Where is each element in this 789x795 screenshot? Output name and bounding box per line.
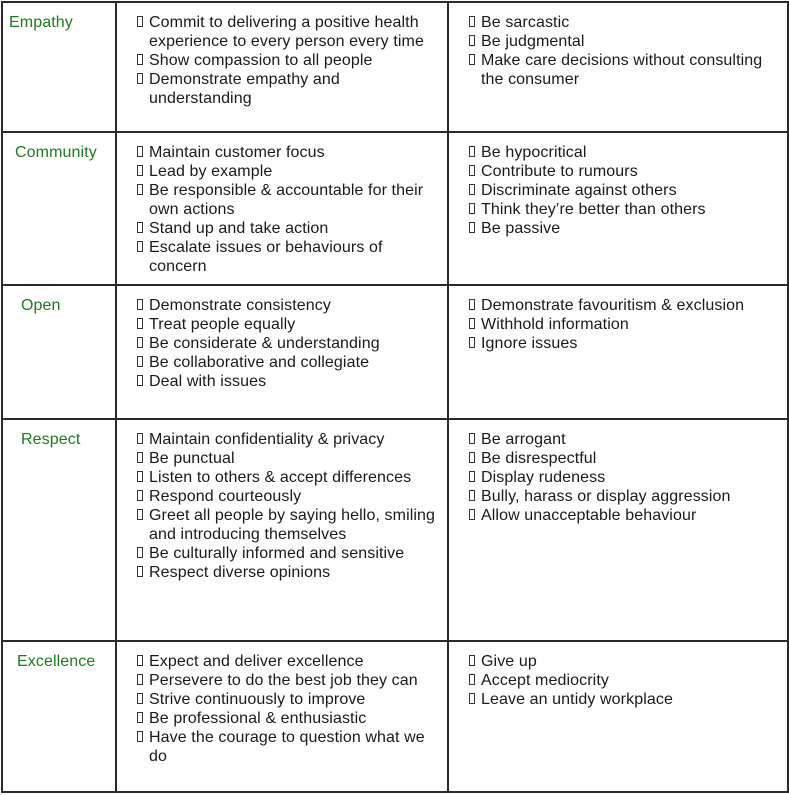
missing-glyph-icon [469, 16, 475, 27]
missing-glyph-icon [469, 203, 475, 214]
list-item-text: Expect and deliver excellence [149, 653, 364, 670]
list-item-text: Maintain customer focus [149, 144, 325, 161]
do-list [117, 3, 447, 108]
list-item-text: Demonstrate favouritism & exclusion [481, 297, 745, 314]
missing-glyph-icon [469, 318, 475, 329]
dont-cell [448, 641, 788, 792]
list-item-text: Contribute to rumours [481, 163, 638, 180]
list-item-text: Be considerate & understanding [149, 335, 380, 352]
list-item [469, 506, 781, 525]
list-item [137, 709, 441, 728]
list-item [137, 70, 441, 108]
missing-glyph-icon [469, 299, 475, 310]
list-item-text: Stand up and take action [149, 220, 329, 237]
list-item-text: Deal with issues [149, 373, 267, 390]
list-item-text: Listen to others & accept differences [149, 469, 412, 486]
list-item-text: Be sarcastic [481, 14, 570, 31]
missing-glyph-icon [469, 35, 475, 46]
list-item-text: Give up [481, 653, 537, 670]
missing-glyph-icon [137, 566, 143, 577]
list-item-text: Escalate issues or behaviours of concern [149, 239, 383, 275]
list-item [137, 671, 441, 690]
missing-glyph-icon [469, 54, 475, 65]
value-name: Open [21, 297, 61, 314]
list-item [137, 162, 441, 181]
list-item [469, 296, 781, 315]
missing-glyph-icon [469, 146, 475, 157]
list-item-text: Lead by example [149, 163, 273, 180]
missing-glyph-icon [137, 222, 143, 233]
list-item [137, 563, 441, 582]
list-item [137, 430, 441, 449]
list-item [469, 487, 781, 506]
list-item-text: Maintain confidentiality & privacy [149, 431, 385, 448]
value-name: Excellence [17, 653, 96, 670]
list-item-text: Allow unacceptable behaviour [481, 507, 697, 524]
value-row-open [2, 285, 788, 419]
list-item-text: Be hypocritical [481, 144, 587, 161]
list-item [137, 219, 441, 238]
value-cell [2, 419, 116, 641]
list-item [137, 353, 441, 372]
dont-list [449, 420, 787, 525]
list-item-text: Bully, harass or display aggression [481, 488, 731, 505]
list-item [469, 690, 781, 709]
dont-list [449, 133, 787, 238]
missing-glyph-icon [137, 547, 143, 558]
missing-glyph-icon [137, 299, 143, 310]
list-item-text: Show compassion to all people [149, 52, 373, 69]
dont-cell [448, 285, 788, 419]
do-cell [116, 641, 448, 792]
list-item [469, 430, 781, 449]
missing-glyph-icon [137, 16, 143, 27]
list-item [469, 468, 781, 487]
missing-glyph-icon [137, 184, 143, 195]
list-item-text: Strive continuously to improve [149, 691, 366, 708]
list-item-text: Treat people equally [149, 316, 296, 333]
list-item [469, 315, 781, 334]
list-item [469, 449, 781, 468]
do-list [117, 420, 447, 582]
missing-glyph-icon [469, 222, 475, 233]
list-item [137, 334, 441, 353]
list-item [137, 181, 441, 219]
list-item [469, 652, 781, 671]
do-cell [116, 419, 448, 641]
list-item [469, 32, 781, 51]
values-table [1, 1, 789, 793]
missing-glyph-icon [469, 471, 475, 482]
list-item-text: Discriminate against others [481, 182, 677, 199]
missing-glyph-icon [469, 655, 475, 666]
missing-glyph-icon [137, 241, 143, 252]
list-item [469, 143, 781, 162]
list-item-text: Be professional & enthusiastic [149, 710, 367, 727]
missing-glyph-icon [137, 337, 143, 348]
list-item [469, 162, 781, 181]
list-item [137, 372, 441, 391]
list-item [137, 544, 441, 563]
list-item [137, 238, 441, 276]
list-item-text: Be passive [481, 220, 561, 237]
list-item-text: Withhold information [481, 316, 629, 333]
list-item-text: Commit to delivering a positive health experience to every person every time [149, 14, 424, 50]
missing-glyph-icon [469, 674, 475, 685]
missing-glyph-icon [469, 165, 475, 176]
list-item [137, 468, 441, 487]
missing-glyph-icon [137, 433, 143, 444]
value-cell [2, 132, 116, 285]
list-item-text: Demonstrate empathy and understanding [149, 71, 340, 107]
missing-glyph-icon [137, 509, 143, 520]
value-name: Community [15, 144, 97, 161]
list-item [469, 181, 781, 200]
list-item [469, 671, 781, 690]
list-item-text: Be disrespectful [481, 450, 597, 467]
value-row-empathy [2, 2, 788, 132]
value-cell [2, 2, 116, 132]
dont-cell [448, 2, 788, 132]
list-item [137, 315, 441, 334]
list-item [469, 13, 781, 32]
list-item [137, 652, 441, 671]
list-item-text: Be judgmental [481, 33, 585, 50]
list-item [137, 51, 441, 70]
missing-glyph-icon [137, 165, 143, 176]
do-list [117, 133, 447, 276]
list-item [137, 13, 441, 51]
do-list [117, 642, 447, 766]
value-name: Empathy [9, 14, 73, 31]
list-item [137, 449, 441, 468]
list-item [137, 690, 441, 709]
value-cell [2, 641, 116, 792]
missing-glyph-icon [469, 184, 475, 195]
list-item [137, 296, 441, 315]
missing-glyph-icon [137, 471, 143, 482]
dont-cell [448, 132, 788, 285]
list-item-text: Greet all people by saying hello, smiling and introducing themselves [149, 507, 436, 543]
missing-glyph-icon [137, 674, 143, 685]
do-cell [116, 2, 448, 132]
list-item-text: Be culturally informed and sensitive [149, 545, 405, 562]
value-row-respect [2, 419, 788, 641]
do-cell [116, 132, 448, 285]
missing-glyph-icon [137, 54, 143, 65]
value-name: Respect [21, 431, 81, 448]
value-row-community [2, 132, 788, 285]
list-item [469, 334, 781, 353]
list-item-text: Accept mediocrity [481, 672, 609, 689]
value-cell [2, 285, 116, 419]
missing-glyph-icon [137, 146, 143, 157]
list-item-text: Be punctual [149, 450, 235, 467]
list-item-text: Make care decisions without consulting the consumer [481, 52, 763, 88]
missing-glyph-icon [469, 693, 475, 704]
list-item [137, 728, 441, 766]
value-row-excellence [2, 641, 788, 792]
missing-glyph-icon [137, 73, 143, 84]
values-table-body [2, 2, 788, 792]
do-cell [116, 285, 448, 419]
missing-glyph-icon [137, 712, 143, 723]
missing-glyph-icon [469, 490, 475, 501]
list-item-text: Respect diverse opinions [149, 564, 331, 581]
list-item-text: Persevere to do the best job they can [149, 672, 418, 689]
list-item [469, 200, 781, 219]
missing-glyph-icon [137, 318, 143, 329]
missing-glyph-icon [137, 490, 143, 501]
list-item [137, 487, 441, 506]
list-item-text: Demonstrate consistency [149, 297, 331, 314]
list-item-text: Display rudeness [481, 469, 606, 486]
list-item-text: Be collaborative and collegiate [149, 354, 370, 371]
missing-glyph-icon [469, 337, 475, 348]
list-item-text: Have the courage to question what we do [149, 729, 425, 765]
dont-list [449, 3, 787, 89]
list-item-text: Leave an untidy workplace [481, 691, 673, 708]
missing-glyph-icon [469, 452, 475, 463]
dont-list [449, 286, 787, 353]
list-item-text: Be responsible & accountable for their own actions [149, 182, 424, 218]
dont-list [449, 642, 787, 709]
list-item [469, 51, 781, 89]
list-item-text: Think they’re better than others [481, 201, 706, 218]
list-item-text: Ignore issues [481, 335, 578, 352]
do-list [117, 286, 447, 391]
missing-glyph-icon [137, 375, 143, 386]
missing-glyph-icon [137, 356, 143, 367]
list-item [137, 506, 441, 544]
list-item-text: Be arrogant [481, 431, 566, 448]
missing-glyph-icon [137, 452, 143, 463]
missing-glyph-icon [137, 655, 143, 666]
list-item [469, 219, 781, 238]
list-item [137, 143, 441, 162]
missing-glyph-icon [137, 731, 143, 742]
missing-glyph-icon [469, 433, 475, 444]
dont-cell [448, 419, 788, 641]
missing-glyph-icon [469, 509, 475, 520]
missing-glyph-icon [137, 693, 143, 704]
list-item-text: Respond courteously [149, 488, 302, 505]
